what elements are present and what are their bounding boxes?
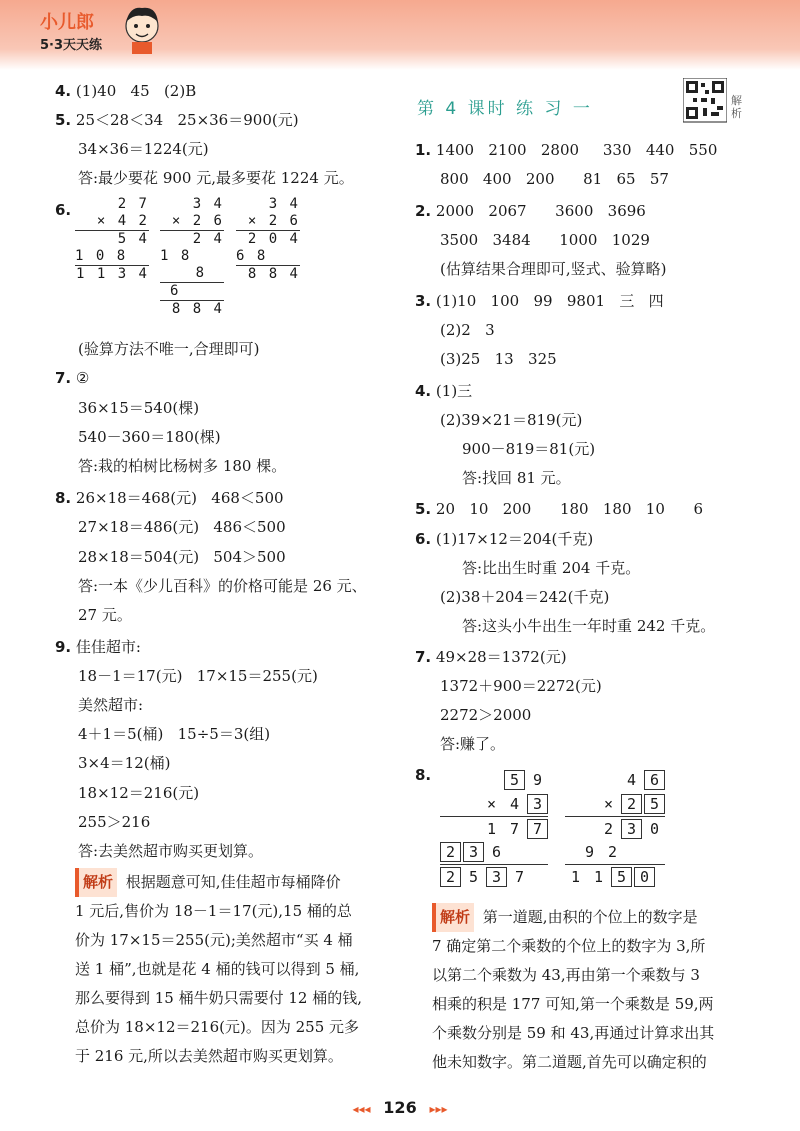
- q9-line-5: 3×4＝12(桶): [78, 754, 171, 772]
- q6-number: 6.: [55, 201, 72, 219]
- r-q7-answer: 答:赚了。: [440, 735, 506, 753]
- q5-line-1: 5. 25＜28＜34 25×36＝900(元): [55, 111, 299, 129]
- mascot-icon: [120, 4, 164, 56]
- q5-line-2: 34×36＝1224(元): [78, 140, 209, 158]
- q7-line-2: 540－360＝180(棵): [78, 428, 221, 446]
- r-q3-line-2: (2)2 3: [440, 321, 495, 339]
- r-q1-line-2: 800 400 200 81 65 57: [440, 170, 669, 188]
- r-q4-line-1: 4. (1)三: [415, 382, 473, 400]
- qr-code-icon[interactable]: [683, 78, 727, 128]
- r-q6-answer-2: 答:这头小牛出生一年时重 242 千克。: [462, 617, 716, 635]
- r-q7-line-3: 2272＞2000: [440, 706, 532, 724]
- q8-answer: 答:一本《少儿百科》的价格可能是 26 元、: [78, 577, 367, 595]
- q9-line-2: 18－1＝17(元) 17×15＝255(元): [78, 667, 318, 685]
- r-q3-line-3: (3)25 13 325: [440, 350, 557, 368]
- q9-line-6: 18×12＝216(元): [78, 784, 200, 802]
- r-q6-line-3: (2)38＋204＝242(千克): [440, 588, 610, 606]
- r-q7-line-1: 7. 49×28＝1372(元): [415, 648, 567, 666]
- page-header: [0, 0, 800, 70]
- digit-puzzle-2: 4 6 × 2 5 2 3 0 9 2 1 1 5 0: [565, 768, 665, 888]
- r-q3-line-1: 3. (1)10 100 99 9801 三 四: [415, 292, 664, 310]
- r-q6-answer-1: 答:比出生时重 204 千克。: [462, 559, 641, 577]
- q8-line-3: 28×18＝504(元) 504＞500: [78, 548, 286, 566]
- q6-calc-1: 2 7 × 4 2 5 4 1 0 8 1 1 3 4: [75, 196, 149, 282]
- brand-logo: [40, 8, 102, 53]
- prev-arrows-icon: ◂◂◂: [352, 1102, 371, 1116]
- q6-calc-2: 3 4 × 2 6 2 4 1 8 8 6 8 8 4: [160, 196, 224, 317]
- r-q2-note: (估算结果合理即可,竖式、验算略): [440, 260, 667, 278]
- r-q4-line-3: 900－819＝81(元): [462, 440, 596, 458]
- q9-line-7: 255＞216: [78, 813, 151, 831]
- page-number: 126: [383, 1098, 417, 1117]
- brand-name: 小儿郎: [40, 12, 94, 33]
- q9-line-1: 9. 佳佳超市:: [55, 638, 141, 656]
- left-analysis: 解析 根据题意可知,佳佳超市每桶降价 1 元后,售价为 18－1＝17(元),15 桶的总 价为 17×15＝255(元);美然超市“买 4 桶 送 1 桶”,也就是花 4 桶的钱可以得到 5 桶, 那么要得到 15 桶牛奶只需要付 12 桶的钱, 总价为 18×12＝216(元)。因为 255 元多 于 216 元,所以去美然超市购买更划算。: [75, 868, 395, 1071]
- analysis-tag: 解析: [75, 868, 117, 897]
- page-footer: [0, 1098, 800, 1117]
- q4-line: 4. (1)40 45 (2)B: [55, 82, 197, 100]
- r-q5-line: 5. 20 10 200 180 180 10 6: [415, 500, 704, 518]
- q8-line-2: 27×18＝486(元) 486＜500: [78, 518, 286, 536]
- q8-line-1: 8. 26×18＝468(元) 468＜500: [55, 489, 284, 507]
- q9-line-4: 4＋1＝5(桶) 15÷5＝3(组): [78, 725, 271, 743]
- r-q2-line-1: 2. 2000 2067 3600 3696: [415, 202, 646, 220]
- q9-line-3: 美然超市:: [78, 696, 144, 714]
- q6-note: (验算方法不唯一,合理即可): [78, 340, 260, 358]
- right-analysis: 解析 第一道题,由积的个位上的数字是 7 确定第二个乘数的个位上的数字为 3,所 以第二个乘数为 43,再由第一个乘数与 3 相乘的积是 177 可知,第一个乘数是 59,两 个乘数分别是 59 和 43,再通过计算求出其 他未知数字。第二道题,首先可以确定积的: [432, 903, 752, 1077]
- q7-line-0: 7. ②: [55, 369, 90, 387]
- q7-line-1: 36×15＝540(棵): [78, 399, 200, 417]
- q9-answer: 答:去美然超市购买更划算。: [78, 842, 264, 860]
- r-q4-answer: 答:找回 81 元。: [462, 469, 571, 487]
- r-q7-line-2: 1372＋900＝2272(元): [440, 677, 602, 695]
- r-q1-line-1: 1. 1400 2100 2800 330 440 550: [415, 141, 718, 159]
- digit-puzzle-1: 5 9 × 4 3 1 7 7 2 3 6 2 5 3 7: [440, 768, 548, 888]
- next-arrows-icon: ▸▸▸: [429, 1102, 448, 1116]
- r-q6-line-1: 6. (1)17×12＝204(千克): [415, 530, 594, 548]
- series-name: 5·3天天练: [40, 38, 103, 53]
- analysis-tag: 解析: [432, 903, 474, 932]
- q7-answer: 答:栽的柏树比杨树多 180 棵。: [78, 457, 287, 475]
- lesson-title: 第 4 课时 练 习 一: [417, 99, 593, 119]
- r-q8-number: 8.: [415, 766, 432, 784]
- r-q2-line-2: 3500 3484 1000 1029: [440, 231, 650, 249]
- q5-answer: 答:最少要花 900 元,最多要花 1224 元。: [78, 169, 354, 187]
- q8-answer-cont: 27 元。: [78, 606, 132, 624]
- qr-label: 解析: [731, 94, 742, 120]
- r-q4-line-2: (2)39×21＝819(元): [440, 411, 583, 429]
- q6-calc-3: 3 4 × 2 6 2 0 4 6 8 8 8 4: [236, 196, 300, 282]
